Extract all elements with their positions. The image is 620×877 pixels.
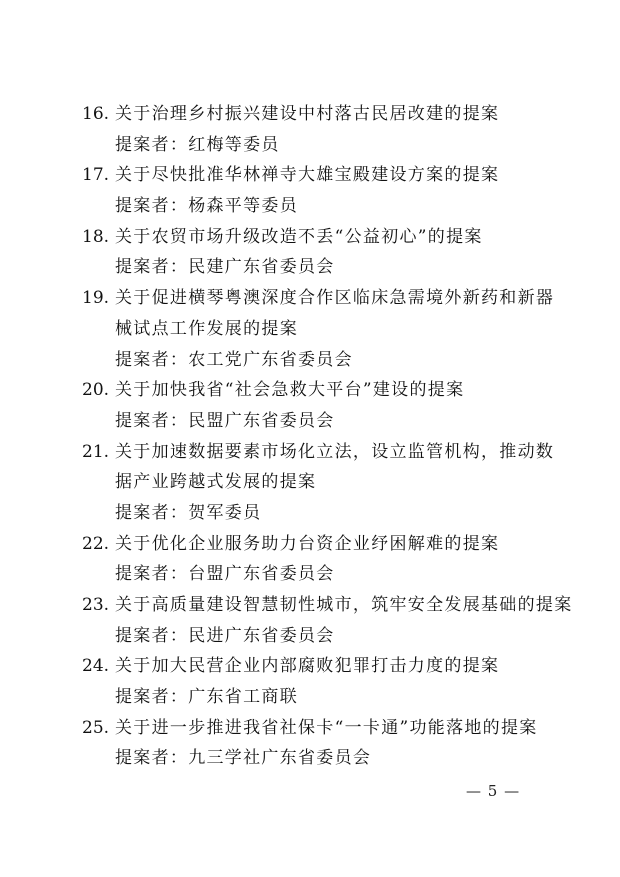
proposal-number: 21. bbox=[82, 441, 110, 462]
proposal-number: 23. bbox=[82, 595, 110, 615]
proposal-item bbox=[82, 651, 552, 712]
proposer-line: 提案者：农工党广东省委员会 bbox=[115, 349, 353, 370]
proposer-line: 提案者：民建广东省委员会 bbox=[115, 257, 335, 278]
proposal-item bbox=[82, 529, 552, 590]
proposal-number: 22. bbox=[82, 533, 110, 554]
proposal-item bbox=[82, 590, 573, 651]
proposal-title-text: 据产业跨越式发展的提案 bbox=[115, 472, 317, 493]
proposer-line: 提案者：杨森平等委员 bbox=[115, 196, 298, 217]
proposal-list bbox=[82, 99, 573, 774]
proposal-title bbox=[82, 375, 552, 406]
proposer-line: 提案者：民进广东省委员会 bbox=[115, 625, 335, 646]
proposal-title-text: 关于加速数据要素市场化立法，设立监管机构，推动数 bbox=[115, 441, 555, 462]
proposal-number: 19. bbox=[82, 288, 110, 309]
proposal-title-continued bbox=[82, 314, 552, 345]
proposal-title-text: 关于农贸市场升级改造不丢“公益初心”的提案 bbox=[115, 226, 483, 247]
proposal-title bbox=[82, 437, 555, 468]
proposal-title-text: 械试点工作发展的提案 bbox=[115, 318, 298, 339]
proposal-item bbox=[82, 283, 555, 375]
proposal-item bbox=[82, 713, 552, 774]
proposal-title bbox=[82, 590, 573, 621]
proposer-line: 提案者：贺军委员 bbox=[115, 502, 262, 523]
proposal-title-text: 关于加快我省“社会急救大平台”建设的提案 bbox=[115, 380, 465, 401]
proposal-number: 17. bbox=[82, 165, 110, 186]
proposal-title-text: 关于加大民营企业内部腐败犯罪打击力度的提案 bbox=[115, 656, 500, 677]
proposal-title bbox=[82, 160, 552, 191]
proposal-title bbox=[82, 713, 552, 744]
proposer-line: 提案者：红梅等委员 bbox=[115, 134, 280, 155]
proposer-line: 提案者：台盟广东省委员会 bbox=[115, 564, 335, 585]
proposal-title-text: 关于进一步推进我省社保卡“一卡通”功能落地的提案 bbox=[115, 717, 538, 738]
proposal-number: 16. bbox=[82, 104, 110, 124]
proposal-item bbox=[82, 437, 555, 529]
proposal-item bbox=[82, 222, 552, 283]
proposal-title-text: 关于促进横琴粤澳深度合作区临床急需境外新药和新器 bbox=[115, 288, 555, 309]
proposer-line: 提案者：广东省工商联 bbox=[115, 687, 298, 708]
proposal-title-text: 关于优化企业服务助力台资企业纾困解难的提案 bbox=[115, 533, 500, 554]
proposal-title-text: 关于尽快批准华林禅寺大雄宝殿建设方案的提案 bbox=[115, 165, 500, 186]
proposal-title-text: 关于高质量建设智慧韧性城市，筑牢安全发展基础的提案 bbox=[115, 595, 573, 615]
proposal-number: 24. bbox=[82, 656, 110, 677]
proposal-number: 25. bbox=[82, 717, 110, 738]
proposer-line: 提案者：九三学社广东省委员会 bbox=[115, 748, 372, 769]
proposal-title bbox=[82, 529, 552, 560]
proposal-item bbox=[82, 375, 552, 436]
proposal-title-continued bbox=[82, 467, 552, 498]
proposal-title bbox=[82, 99, 552, 130]
proposer-line: 提案者：民盟广东省委员会 bbox=[115, 410, 335, 431]
proposal-title bbox=[82, 651, 552, 682]
page-number: — 5 — bbox=[466, 782, 521, 800]
proposal-item bbox=[82, 160, 552, 221]
proposal-number: 20. bbox=[82, 380, 110, 401]
proposal-item bbox=[82, 99, 552, 160]
proposal-title-text: 关于治理乡村振兴建设中村落古民居改建的提案 bbox=[115, 104, 500, 124]
proposal-title bbox=[82, 283, 555, 314]
proposal-title bbox=[82, 222, 552, 253]
proposal-number: 18. bbox=[82, 226, 110, 247]
